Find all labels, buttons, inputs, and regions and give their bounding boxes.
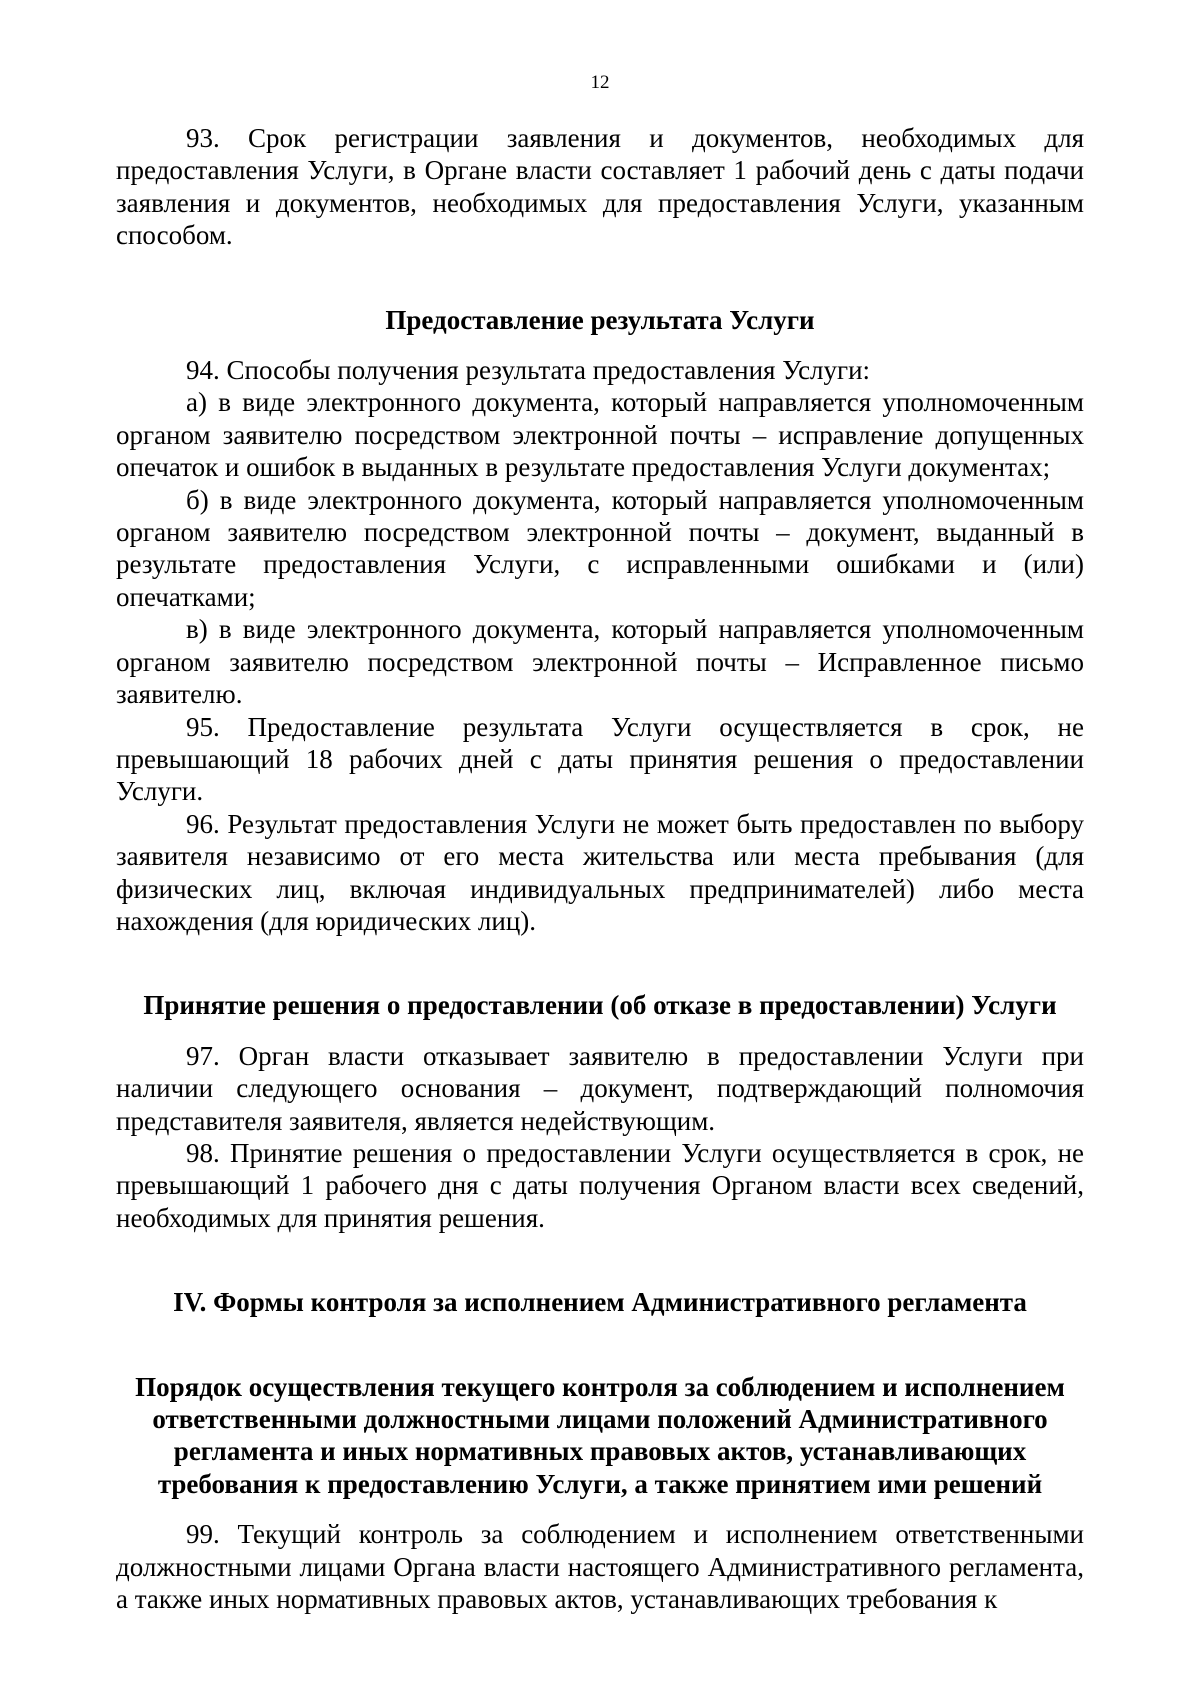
heading-decision: Принятие решения о предоставлении (об отказе в предоставлении) Услуги xyxy=(143,990,1057,1021)
paragraph-94: 94. Способы получения результата предоставления Услуги: xyxy=(186,355,871,386)
paragraph-96: 96. Результат предоставления Услуги не может быть предоставлен по выбору заявителя независимо от его места жительства или места пребывания (для физических лиц, включая индивидуальных предпринимателей) либо места нахождения (для юридических лиц). xyxy=(116,808,1084,936)
paragraph-97: 97. Орган власти отказывает заявителю в предоставлении Услуги при наличии следующего основания – документ, подтверждающий полномочия представителя заявителя, является недействующим. xyxy=(116,1040,1084,1136)
heading-section-iv: IV. Формы контроля за исполнением Административного регламента xyxy=(173,1287,1027,1318)
paragraph-94c: в) в виде электронного документа, который направляется уполномоченным органом заявителю посредством электронной почты – Исправленное письмо заявителю. xyxy=(116,614,1084,710)
paragraph-94a: а) в виде электронного документа, который направляется уполномоченным органом заявителю посредством электронной почты – исправление допущенных опечаток и ошибок в выданных в результате предоставления Услуги документах; xyxy=(116,387,1084,483)
heading-control-line-3: регламента и иных нормативных правовых актов, устанавливающих xyxy=(173,1436,1027,1467)
document-body xyxy=(116,122,1084,1615)
heading-control-line-2: ответственными должностными лицами положений Административного xyxy=(152,1404,1048,1434)
paragraph-93: 93. Срок регистрации заявления и документов, необходимых для предоставления Услуги, в Органе власти составляет 1 рабочий день с даты подачи заявления и документов, необходимых для предоставления Услуги, указанным способом. xyxy=(116,123,1084,251)
heading-control-line-1: Порядок осуществления текущего контроля за соблюдением и исполнением xyxy=(135,1371,1065,1402)
page-number: 12 xyxy=(590,72,610,93)
paragraph-95: 95. Предоставление результата Услуги осуществляется в срок, не превышающий 18 рабочих дней с даты принятия решения о предоставлении Услуги. xyxy=(116,711,1084,807)
heading-control-line-4: требования к предоставлению Услуги, а также принятием ими решений xyxy=(157,1468,1043,1499)
paragraph-99: 99. Текущий контроль за соблюдением и исполнением ответственными должностными лицами Органа власти настоящего Административного регламента, а также иных нормативных правовых актов, устанавливающих требования к xyxy=(116,1519,1084,1615)
paragraph-94b: б) в виде электронного документа, который направляется уполномоченным органом заявителю посредством электронной почты – документ, выданный в результате предоставления Услуги, с исправленными ошибками и (или) опечатками; xyxy=(116,484,1084,612)
heading-control xyxy=(116,1371,1084,1501)
heading-result: Предоставление результата Услуги xyxy=(385,304,815,335)
paragraph-98: 98. Принятие решения о предоставлении Услуги осуществляется в срок, не превышающий 1 рабочего дня с даты получения Органом власти всех сведений, необходимых для принятия решения. xyxy=(116,1137,1084,1233)
